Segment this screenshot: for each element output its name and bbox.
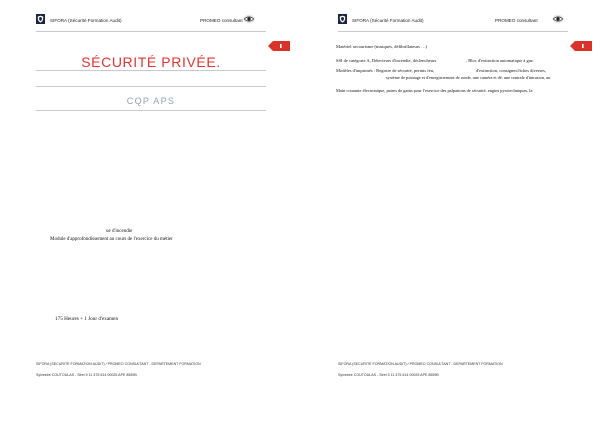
- shield-logo-icon: [36, 14, 45, 24]
- document-title: SÉCURITÉ PRIVÉE.: [81, 54, 221, 70]
- eye-icon: [552, 14, 564, 24]
- body-line: Main courante électronique, paires de gants pour l'exercice des palpations de sécurité, engins pyrotechniques, la: [336, 87, 533, 93]
- page-marker[interactable]: [570, 41, 592, 51]
- footer-line-2: Sylvestre COUTOULAS - Siret 5 11 475 614 00025 APE 8559B: [338, 373, 439, 377]
- page-1: [0, 0, 298, 424]
- header-org: SIFORA (Sécurité Formation Audit): [50, 17, 122, 23]
- duration-text: 175 Heures + 1 Jour d'examen: [55, 316, 119, 322]
- subtitle-bottom-rule: [36, 110, 266, 111]
- header-rule: [338, 31, 568, 32]
- footer-line-1: SIFORA (SECURITE FORMATION AUDIT) / PROMEO CONSULTANT - DEPARTEMENT FORMATION: [36, 362, 201, 366]
- subtitle-top-rule: [36, 86, 266, 87]
- title-rule: [36, 70, 266, 71]
- body-line: SSI de catégorie A, Détecteurs d'incendie, déclencheurs: [336, 57, 437, 63]
- shield-logo-icon: [338, 14, 347, 24]
- header-partner: PROMEO consultant: [200, 17, 243, 23]
- page-marker[interactable]: [268, 41, 290, 51]
- bookmark-icon: [582, 44, 584, 48]
- body-line: ue d'incendie: [106, 229, 133, 234]
- document-subtitle: CQP APS: [126, 96, 176, 106]
- footer-line-1: SIFORA (SECURITE FORMATION AUDIT) / PROMEO CONSULTANT - DEPARTEMENT FORMATION: [338, 362, 503, 366]
- page-2: [302, 0, 600, 424]
- body-line: Modèles d'imprimés : Registre de sécurité, permis feu,: [336, 67, 435, 73]
- body-line: d'extinction, consignes/fiches diverses,: [476, 67, 547, 73]
- header-partner: PROMEO consultant: [495, 17, 538, 23]
- header-rule: [36, 31, 266, 32]
- body-line: système de pointage et d'enregistrement de ronde, une caméra et dé, une centrale d'intrusion, un: [386, 74, 551, 80]
- header-org: SIFORA (Sécurité Formation Audit): [352, 17, 424, 23]
- eye-icon: [243, 14, 255, 24]
- body-line: Matériel secourisme (masques, défibrillateurs …): [336, 43, 428, 49]
- footer-line-2: Sylvestre COUTOULAS - Siret 5 11 475 614 00025 APE 8559B: [36, 373, 137, 377]
- body-line: Module d'approfondissement au cours de l'exercice du métier: [50, 237, 173, 242]
- bookmark-icon: [280, 44, 282, 48]
- body-line: , Bloc d'extinction automatique à gaz.: [466, 57, 534, 63]
